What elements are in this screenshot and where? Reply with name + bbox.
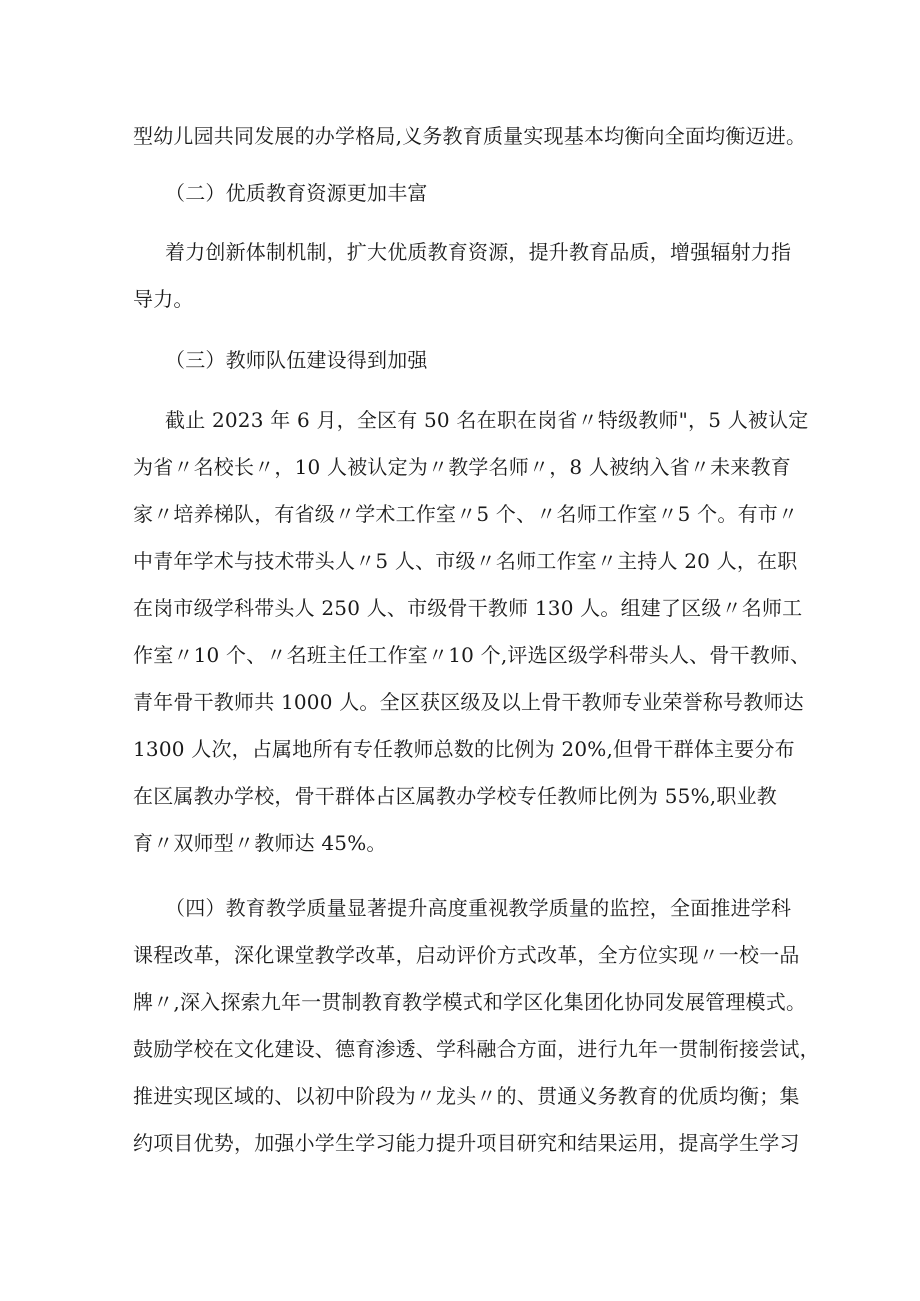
para-3-line-8: 1300 人次，占属地所有专任教师总数的比例为 20%,但骨干群体主要分布	[133, 737, 795, 761]
para-3-line-4: 中青年学术与技术带头人〃5 人、市级〃名师工作室〃主持人 20 人，在职	[133, 549, 798, 573]
para-3-line-7: 青年骨干教师共 1000 人。全区获区级及以上骨干教师专业荣誉称号教师达	[133, 690, 804, 714]
para-3-line-5: 在岗市级学科带头人 250 人、市级骨干教师 130 人。组建了区级〃名师工	[133, 596, 803, 620]
para-4-line-2: 课程改革，深化课堂教学改革，启动评价方式改革，全方位实现〃一校一品	[133, 943, 800, 967]
para-intro-line-1: 型幼儿园共同发展的办学格局,义务教育质量实现基本均衡向全面均衡迈进。	[133, 124, 807, 148]
section-heading-3: （三）教师队伍建设得到加强	[165, 348, 428, 372]
para-4-line-3: 牌〃,深入探索九年一贯制教育教学模式和学区化集团化协同发展管理模式。	[133, 990, 807, 1014]
para-3-line-10: 育〃双师型〃教师达 45%。	[133, 831, 387, 855]
para-3-line-9: 在区属教办学校，骨干群体占区属教办学校专任教师比例为 55%,职业教	[133, 784, 777, 808]
para-3-line-2: 为省〃名校长〃，10 人被认定为〃教学名师〃，8 人被纳入省〃未来教育	[133, 455, 791, 479]
para-3-line-6: 作室〃10 个、〃名班主任工作室〃10 个,评选区级学科带头人、骨干教师、	[133, 643, 811, 667]
para-4-line-1: （四）教育教学质量显著提升高度重视教学质量的监控，全面推进学科	[165, 896, 792, 920]
para-3-line-1: 截止 2023 年 6 月，全区有 50 名在职在岗省〃特级教师"，5 人被认定	[165, 408, 809, 432]
para-3-line-3: 家〃培养梯队，有省级〃学术工作室〃5 个、〃名师工作室〃5 个。有市〃	[133, 502, 799, 526]
para-4-line-5: 推进实现区域的、以初中阶段为〃龙头〃的、贯通义务教育的优质均衡；集	[133, 1084, 800, 1108]
para-4-line-6: 约项目优势，加强小学生学习能力提升项目研究和结果运用，提高学生学习	[133, 1131, 800, 1155]
para-2-line-2: 导力。	[133, 287, 194, 311]
section-heading-2: （二）优质教育资源更加丰富	[165, 181, 428, 205]
para-2-line-1: 着力创新体制机制，扩大优质教育资源，提升教育品质，增强辐射力指	[165, 240, 792, 264]
para-4-line-4: 鼓励学校在文化建设、德育渗透、学科融合方面，进行九年一贯制衔接尝试，	[133, 1037, 820, 1061]
